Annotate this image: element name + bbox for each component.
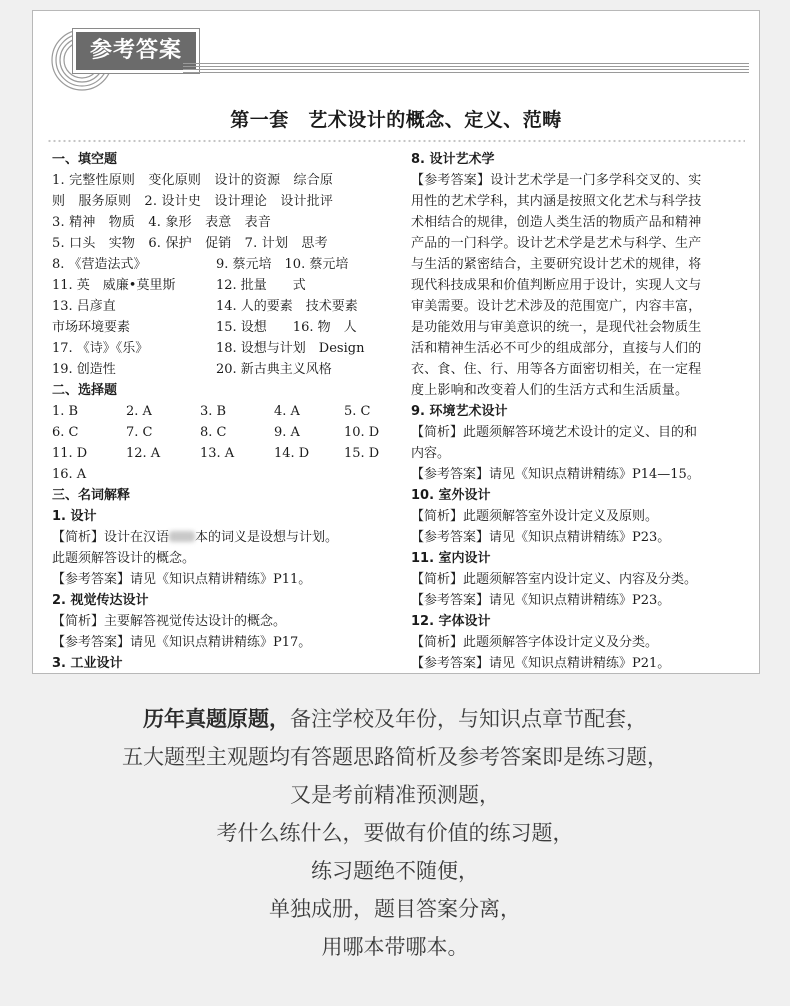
fill-line: 则 服务原则 2. 设计史 设计理论 设计批评 <box>52 194 334 209</box>
section-heading-fill: 一、填空题 <box>52 152 118 167</box>
term-analysis: 【简析】主要解答视觉传达设计的概念。 <box>52 614 287 629</box>
choice-answer: 1. B <box>52 404 79 419</box>
term-title: 8. 设计艺术学 <box>411 152 495 167</box>
fill-answer: 13. 吕彦直 <box>52 299 116 314</box>
term-analysis: 【简析】此题须解答室内设计定义、内容及分类。 <box>411 572 698 587</box>
term-analysis: 【简析】此题须解答室外设计定义及原则。 <box>411 509 659 524</box>
fill-answer: 11. 英 威廉•莫里斯 <box>52 278 176 293</box>
promo-text <box>0 700 790 966</box>
fill-answer: 14. 人的要素 技术要素 <box>216 299 358 314</box>
page-title: 第一套 艺术设计的概念、定义、范畴 <box>230 109 562 131</box>
fill-row <box>52 338 392 359</box>
section-heading-terms: 三、名词解释 <box>52 488 131 503</box>
promo-line: 又是考前精准预测题， <box>290 783 500 807</box>
term-analysis: 内容。 <box>411 446 451 461</box>
term-answer-line: 审美需要。设计艺术涉及的范围宽广，内容丰富， <box>411 299 702 314</box>
promo-line: 用哪本带哪本。 <box>321 935 469 959</box>
choice-answer: 15. D <box>344 446 380 461</box>
term-answer: 【参考答案】请见《知识点精讲精练》P14—15。 <box>411 467 700 482</box>
choice-answer: 2. A <box>126 404 152 419</box>
term-analysis: 【简析】此题须解答环境艺术设计的定义、目的和 <box>411 425 698 440</box>
term-answer: 【参考答案】请见《知识点精讲精练》P23。 <box>411 530 671 545</box>
choice-answer: 8. C <box>200 425 227 440</box>
term-title: 3. 工业设计 <box>52 656 123 671</box>
choice-answer: 13. A <box>200 446 235 461</box>
fill-answer: 20. 新古典主义风格 <box>216 362 332 377</box>
term-analysis: 【简析】设计在汉语 本的词义是设想与计划。 <box>52 530 339 545</box>
promo-line: 历年真题原题，备注学校及年份，与知识点章节配套， <box>143 707 647 731</box>
fill-row <box>52 359 392 380</box>
term-title: 11. 室内设计 <box>411 551 491 566</box>
left-column <box>52 149 392 674</box>
blurred-text <box>169 531 195 542</box>
promo-line: 考什么练什么，要做有价值的练习题， <box>216 821 574 845</box>
promo-highlight: 历年真题原题， <box>143 707 290 731</box>
term-answer-line: 现代科技成果和价值判断应用于设计，实现人文与 <box>411 278 702 293</box>
fill-answer: 12. 批量 式 <box>216 278 306 293</box>
term-answer-line: 术相结合的规律，创造人类生活的物质产品和精神 <box>411 215 702 230</box>
section-heading-choice: 二、选择题 <box>52 383 118 398</box>
term-answer: 【参考答案】请见《知识点精讲精练》P21。 <box>411 656 671 671</box>
dotted-divider <box>47 139 745 143</box>
section-badge: 参考答案 <box>73 29 199 73</box>
fill-answer: 17. 《诗》《乐》 <box>52 341 149 356</box>
choice-answer: 12. A <box>126 446 161 461</box>
choice-row <box>52 401 392 422</box>
choice-row <box>52 464 392 485</box>
fill-line: 3. 精神 物质 4. 象形 表意 表音 <box>52 215 272 230</box>
choice-answer: 14. D <box>274 446 310 461</box>
fill-row <box>52 317 392 338</box>
term-answer-line: 产品的一门科学。设计艺术学是艺术与科学、生产 <box>411 236 702 251</box>
term-title: 9. 环境艺术设计 <box>411 404 508 419</box>
term-answer-line: 【参考答案】设计艺术学是一门多学科交叉的、实 <box>411 173 702 188</box>
term-answer: 【参考答案】请见《知识点精讲精练》P11。 <box>52 572 312 587</box>
term-answer: 【参考答案】请见《知识点精讲精练》P23。 <box>411 593 671 608</box>
right-column <box>411 149 749 674</box>
fill-row <box>52 296 392 317</box>
choice-row <box>52 422 392 443</box>
fill-answer: 18. 设想与计划 Design <box>216 341 365 356</box>
choice-answer: 4. A <box>274 404 300 419</box>
choice-answer: 16. A <box>52 467 87 482</box>
fill-answer: 市场环境要素 <box>52 320 131 335</box>
term-answer: 【参考答案】请见《知识点精讲精练》P17。 <box>52 635 312 650</box>
fill-row <box>52 254 392 275</box>
term-answer-line: 用性的艺术学科，其内涵是按照文化艺术与科学技 <box>411 194 702 209</box>
term-answer-line: 与生活的紧密结合，主要研究设计艺术的规律，将 <box>411 257 702 272</box>
term-answer-line: 度上影响和改变着人们的生活方式和生活质量。 <box>411 383 689 398</box>
term-answer-line: 衣、食、住、行、用等各方面密切相关，在一定程 <box>411 362 702 377</box>
choice-answer: 5. C <box>344 404 371 419</box>
answer-page <box>32 10 760 674</box>
term-analysis: 【简析】此题须解答字体设计定义及分类。 <box>411 635 659 650</box>
term-title: 2. 视觉传达设计 <box>52 593 149 608</box>
fill-line: 5. 口头 实物 6. 保护 促销 7. 计划 思考 <box>52 236 328 251</box>
promo-line: 五大题型主观题均有答题思路简析及参考答案即是练习题， <box>122 745 668 769</box>
promo-line: 单独成册，题目答案分离， <box>269 897 521 921</box>
fill-answer: 8. 《营造法式》 <box>52 257 147 272</box>
choice-row <box>52 443 392 464</box>
term-title: 10. 室外设计 <box>411 488 491 503</box>
term-answer-line: 活和精神生活必不可少的组成部分，直接与人们的 <box>411 341 702 356</box>
choice-answer: 9. A <box>274 425 300 440</box>
fill-row <box>52 275 392 296</box>
promo-line: 练习题绝不随便， <box>311 859 479 883</box>
term-answer-line: 是功能效用与审美意识的统一，是现代社会物质生 <box>411 320 702 335</box>
term-title: 12. 字体设计 <box>411 614 491 629</box>
term-title: 1. 设计 <box>52 509 97 524</box>
choice-answer: 3. B <box>200 404 227 419</box>
fill-answer: 9. 蔡元培 10. 蔡元培 <box>216 257 349 272</box>
choice-answer: 11. D <box>52 446 88 461</box>
header-rule <box>183 63 749 77</box>
fill-line: 1. 完整性原则 变化原则 设计的资源 综合原 <box>52 173 334 188</box>
term-analysis: 此题须解答设计的概念。 <box>52 551 196 566</box>
fill-answer: 15. 设想 16. 物 人 <box>216 320 357 335</box>
fill-answer: 19. 创造性 <box>52 362 116 377</box>
choice-answer: 10. D <box>344 425 380 440</box>
choice-answer: 7. C <box>126 425 153 440</box>
choice-answer: 6. C <box>52 425 79 440</box>
